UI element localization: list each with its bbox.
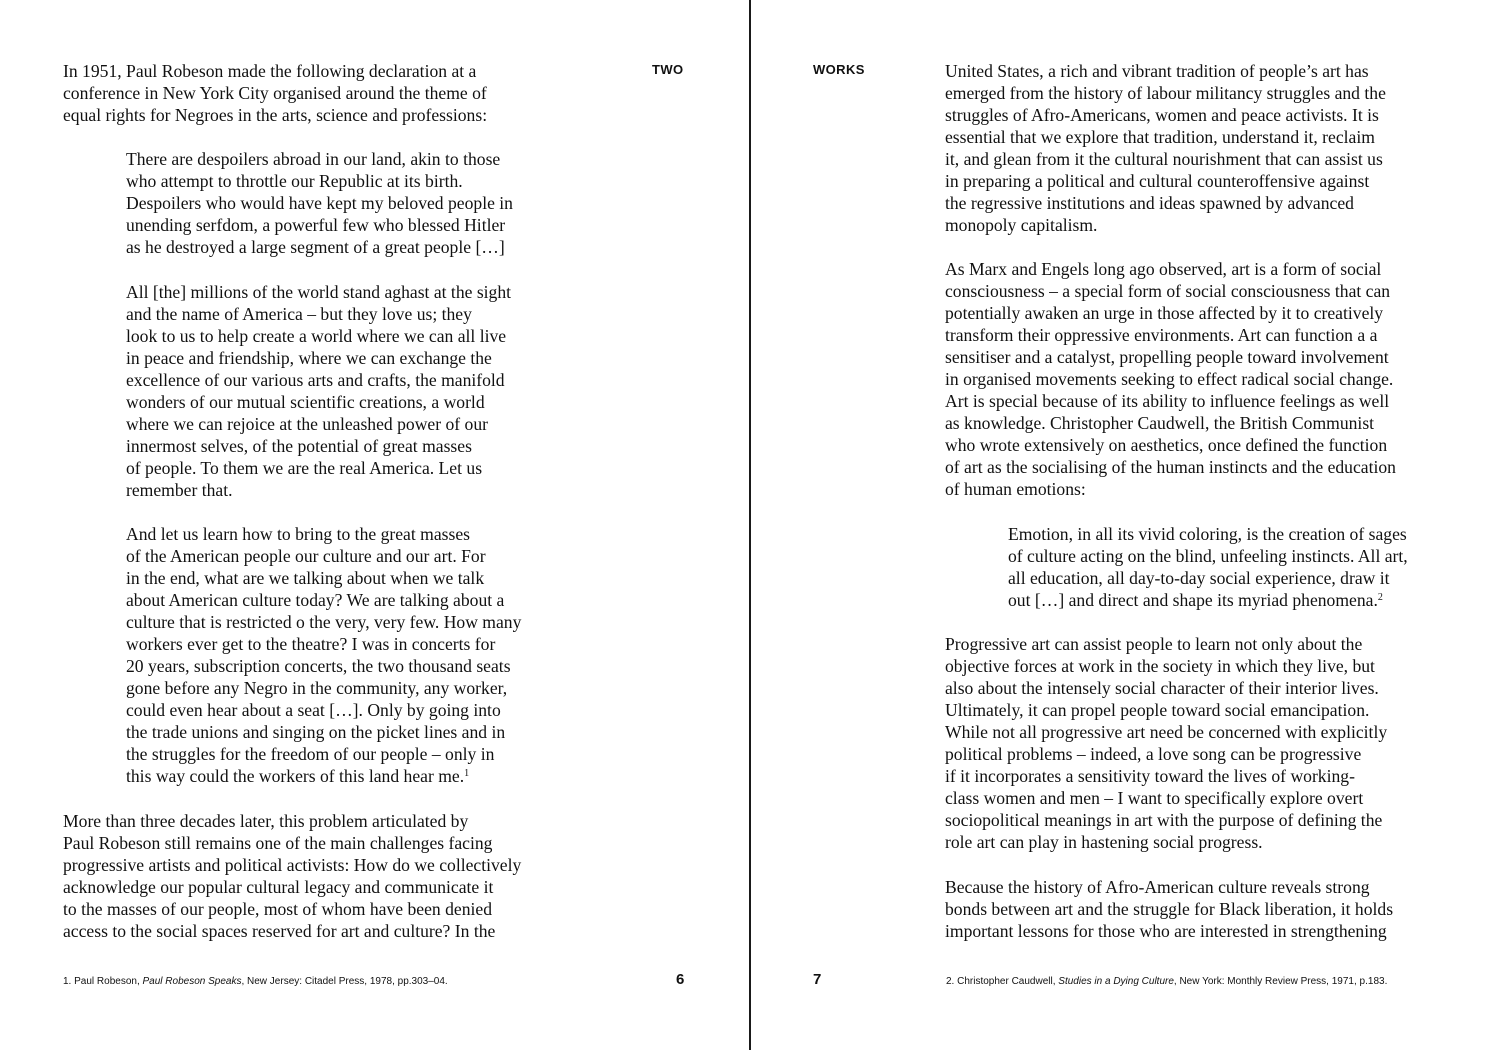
footnote-2-title: Studies in a Dying Culture: [1058, 976, 1174, 987]
block-quote-paragraph-1: There are despoilers abroad in our land, akin to those who attempt to throttle our Republic at its birth. Despoilers who would have kept my beloved people in unending serfdom, a powerful few who blessed Hitler as he destroyed a large segment of a great people […]: [126, 149, 513, 257]
footnote-2: [946, 976, 1387, 987]
running-head-left: TWO: [652, 62, 684, 77]
footnote-marker-1[interactable]: 1: [464, 768, 470, 779]
body-paragraph-1: United States, a rich and vibrant tradition of people’s art has emerged from the history of labour militancy struggles and the struggles of Afro-Americans, women and peace activists. It is essential that we explore that tradition, understand it, reclaim it, and glean from it the cultural nourishment that can assist us in preparing a political and cultural counteroffensive against the regressive institutions and ideas spawned by advanced monopoly capitalism.: [945, 61, 1386, 235]
body-paragraph-3: Progressive art can assist people to learn not only about the objective forces at work in the society in which they live, but also about the intensely social character of their interior lives. Ultimately, it can propel people toward social emancipation. While not all progressive art need be concerned with explicitly political problems – indeed, a love song can be progressive if it incorporates a sensitivity toward the lives of working- class women and men – I want to specifically explore overt sociopolitical meanings in art with the purpose of defining the role art can play in hastening social progress.: [945, 634, 1388, 852]
page-number-right: 7: [813, 971, 822, 988]
right-page: [751, 0, 1500, 1050]
block-quote-paragraph-3-text: And let us learn how to bring to the great masses of the American people our culture and our art. For in the end, what are we talking about when we talk about American culture today? We are talking about a culture that is restricted o the very, very few. How many workers ever get to the theatre? I was in concerts for 20 years, subscription concerts, the two thousand seats gone before any Negro in the community, any worker, could even hear about a seat […]. Only by going into the trade unions and singing on the picket lines and in the struggles for the freedom of our people – only in this way could the workers of this land hear me.: [126, 524, 522, 786]
intro-paragraph: In 1951, Paul Robeson made the following declaration at a conference in New York City organised around the theme of equal rights for Negroes in the arts, science and professions:: [63, 61, 488, 125]
footnote-2-suffix: , New York: Monthly Review Press, 1971, p.183.: [1173, 976, 1388, 987]
footnote-1-suffix: , New Jersey: Citadel Press, 1978, pp.303–04.: [241, 976, 448, 987]
block-quote-caudwell: [1008, 523, 1408, 611]
block-quote-paragraph-2: All [the] millions of the world stand aghast at the sight and the name of America – but they love us; they look to us to help create a world where we can all live in peace and friendship, where we can exchange the excellence of our various arts and crafts, the manifold wonders of our mutual scientific creations, a world where we can rejoice at the unleashed power of our innermost selves, of the potential of great masses of people. To them we are the real America. Let us remember that.: [126, 282, 512, 500]
running-head-right: WORKS: [813, 62, 865, 77]
body-paragraph-2: As Marx and Engels long ago observed, art is a form of social consciousness – a special form of social consciousness that can potentially awaken an urge in those affected by it to creatively transform their oppressive environments. Art can function a a sensitiser and a catalyst, propelling people toward involvement in organised movements seeking to effect radical social change. Art is special because of its ability to influence feelings as well as knowledge. Christopher Caudwell, the British Communist who wrote extensively on aesthetics, once defined the function of art as the socialising of the human instincts and the education of human emotions:: [945, 259, 1396, 499]
footnote-marker-2[interactable]: 2: [1377, 592, 1383, 603]
footnote-2-prefix: 2. Christopher Caudwell,: [946, 976, 1059, 987]
page-number-left: 6: [676, 971, 685, 988]
footnote-1-prefix: 1. Paul Robeson,: [63, 976, 143, 987]
body-paragraph-4: Because the history of Afro-American culture reveals strong bonds between art and the struggle for Black liberation, it holds important lessons for those who are interested in strengthening: [945, 877, 1394, 941]
block-quote-caudwell-text: Emotion, in all its vivid coloring, is the creation of sages of culture acting on the blind, unfeeling instincts. All art, all education, all day-to-day social experience, draw it out […] and direct and shape its myriad phenomena.: [1008, 524, 1408, 610]
closing-paragraph: More than three decades later, this problem articulated by Paul Robeson still remains one of the main challenges facing progressive artists and political activists: How do we collectively acknowledge our popular cultural legacy and communicate it to the masses of our people, most of whom have been denied access to the social spaces reserved for art and culture? In the: [63, 811, 522, 941]
footnote-1-title: Paul Robeson Speaks: [142, 976, 242, 987]
footnote-1: [63, 976, 448, 987]
block-quote-paragraph-3: [126, 523, 521, 787]
